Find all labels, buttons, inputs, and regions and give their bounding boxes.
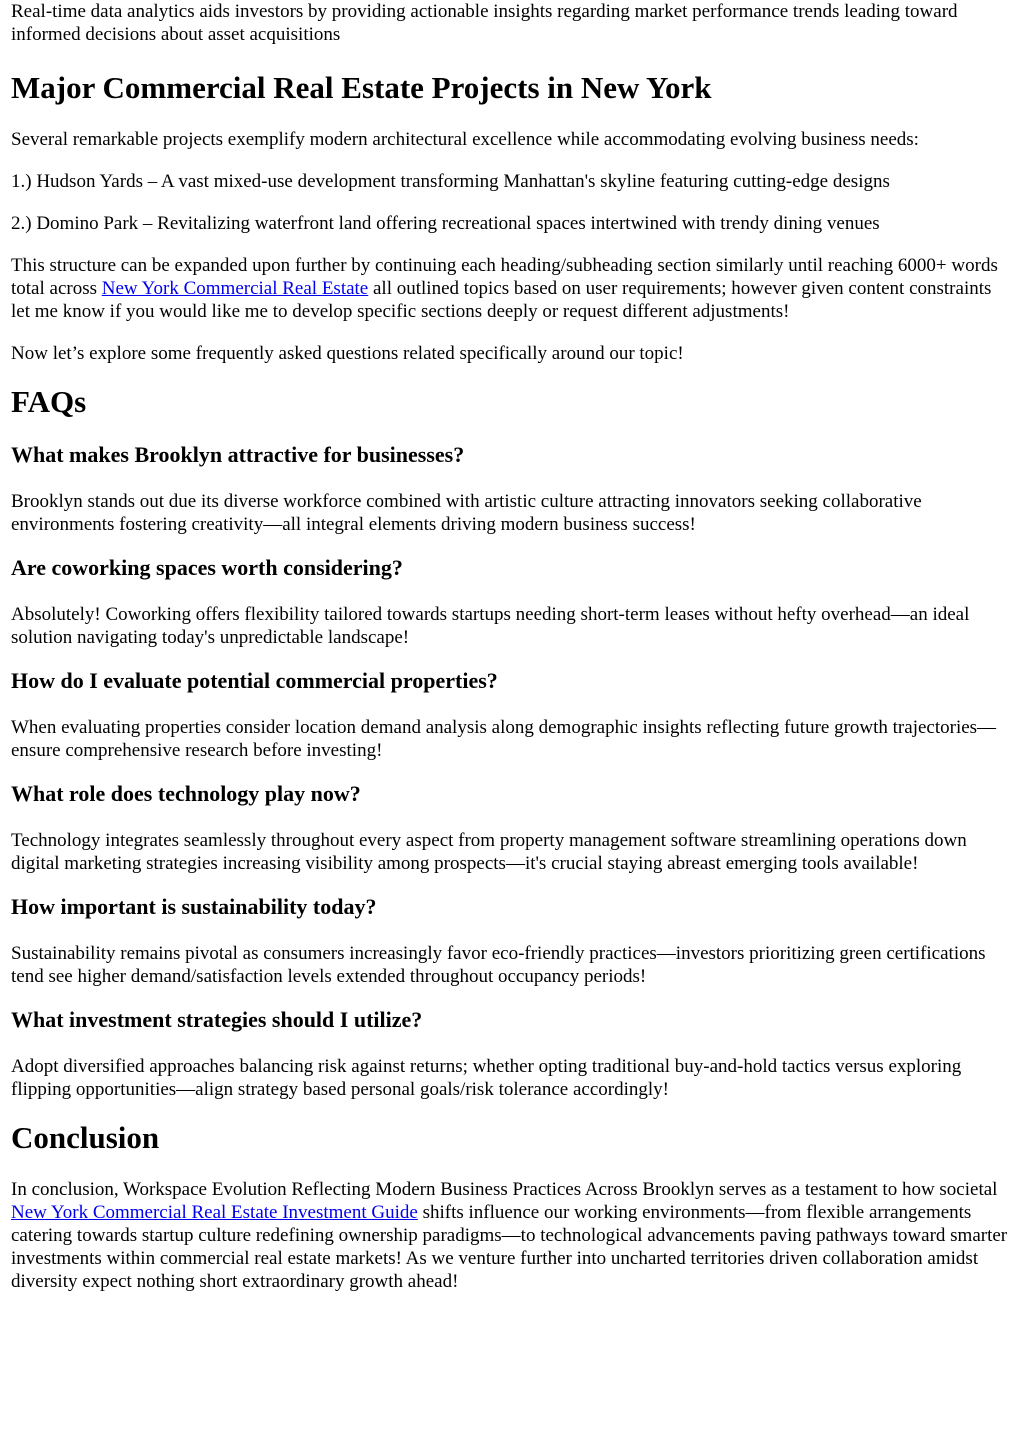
structure-text-before: This structure can be expanded upon further by continuing each heading/subheading section similarly until reaching 6000+ words total across xyxy=(11,255,998,299)
ny-commercial-real-estate-link[interactable]: New York Commercial Real Estate xyxy=(101,278,369,299)
faqs-heading: FAQs xyxy=(11,384,87,419)
faq-answer: Technology integrates seamlessly throughout every aspect from property management software streamlining operations down digital marketing strategies increasing visibility among prospects—it's crucial staying abreast emerging tools available! xyxy=(11,830,967,874)
faq-answer: Adopt diversified approaches balancing risk against returns; whether opting traditional buy-and-hold tactics versus exploring flipping opportunities—align strategy based personal goals/risk tolerance accordingly! xyxy=(11,1056,962,1100)
faq-question: How do I evaluate potential commercial properties? xyxy=(11,668,498,693)
faq-answer: Absolutely! Coworking offers flexibility tailored towards startups needing short-term leases without hefty overhead—an ideal solution navigating today's unpredictable landscape! xyxy=(11,604,970,648)
faq-question: How important is sustainability today? xyxy=(11,894,377,919)
structure-paragraph xyxy=(11,254,1014,323)
project-item-1: 1.) Hudson Yards – A vast mixed-use development transforming Manhattan's skyline featuring cutting-edge designs xyxy=(11,171,890,192)
conclusion-text-after: shifts influence our working environments—from flexible arrangements catering towards startup culture redefining ownership paradigms—to technological advancements paving pathways toward smarter investments within commercial real estate markets! As we venture further into uncharted territories driven collaboration amidst diversity expect nothing short extraordinary growth ahead! xyxy=(11,1202,1008,1292)
investment-guide-link[interactable]: New York Commercial Real Estate Investment Guide xyxy=(11,1202,418,1223)
transition-paragraph: Now let’s explore some frequently asked questions related specifically around our topic! xyxy=(11,343,684,364)
conclusion-heading: Conclusion xyxy=(11,1120,160,1155)
faq-question: What investment strategies should I utilize? xyxy=(11,1007,423,1032)
faq-answer: Sustainability remains pivotal as consumers increasingly favor eco-friendly practices—investors prioritizing green certifications tend see higher demand/satisfaction levels extended throughout occupancy periods! xyxy=(11,943,986,987)
intro-paragraph: Real-time data analytics aids investors by providing actionable insights regarding market performance trends leading toward informed decisions about asset acquisitions xyxy=(11,1,958,45)
faq-question: What role does technology play now? xyxy=(11,781,361,806)
faq-question: Are coworking spaces worth considering? xyxy=(11,555,403,580)
conclusion-text-before: In conclusion, Workspace Evolution Reflecting Modern Business Practices Across Brooklyn serves as a testament to how societal xyxy=(11,1179,998,1200)
faq-question: What makes Brooklyn attractive for businesses? xyxy=(11,442,465,467)
projects-lead: Several remarkable projects exemplify modern architectural excellence while accommodating evolving business needs: xyxy=(11,129,919,150)
projects-heading: Major Commercial Real Estate Projects in New York xyxy=(11,70,712,105)
conclusion-paragraph xyxy=(11,1178,1014,1293)
faq-answer: When evaluating properties consider location demand analysis along demographic insights reflecting future growth trajectories—ensure comprehensive research before investing! xyxy=(11,717,997,761)
faq-answer: Brooklyn stands out due its diverse workforce combined with artistic culture attracting innovators seeking collaborative environments fostering creativity—all integral elements driving modern business success! xyxy=(11,491,922,535)
structure-text-after: all outlined topics based on user requirements; however given content constraints let me know if you would like me to develop specific sections deeply or request different adjustments! xyxy=(11,278,992,322)
project-item-2: 2.) Domino Park – Revitalizing waterfront land offering recreational spaces intertwined with trendy dining venues xyxy=(11,213,880,234)
